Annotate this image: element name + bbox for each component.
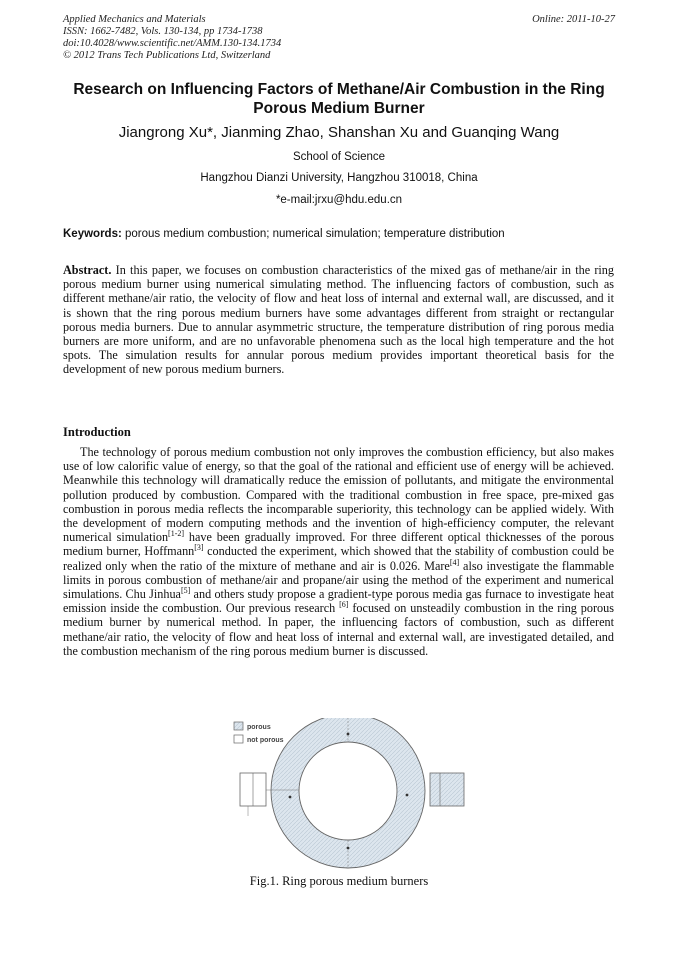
doi-line: doi:10.4028/www.scientific.net/AMM.130-134.1734 bbox=[63, 38, 282, 49]
online-date: Online: 2011-10-27 bbox=[532, 14, 615, 25]
author-email: *e-mail:jrxu@hdu.edu.cn bbox=[275, 194, 403, 206]
keywords-text: porous medium combustion; numerical simulation; temperature distribution bbox=[121, 228, 505, 240]
issn-line: ISSN: 1662-7482, Vols. 130-134, pp 1734-1738 bbox=[63, 26, 263, 37]
monitor-point bbox=[406, 794, 409, 797]
authors: Jiangrong Xu*, Jianming Zhao, Shanshan Xu and Guanqing Wang bbox=[118, 124, 560, 141]
right-outlet-channel bbox=[430, 773, 464, 806]
introduction-paragraph bbox=[63, 445, 614, 658]
inner-ring bbox=[299, 742, 397, 840]
keywords-label: Keywords: bbox=[63, 228, 122, 240]
intro-text-3: conducted the experiment, which showed that the stability of combustion could be realized only when the ratio of the mixture of methane and air is 0.026. Mare bbox=[63, 544, 614, 573]
intro-text-4: also investigate the flammable limits in porous combustion of methane/air and propane/air using the method of the experiment and numerical simulations. Chu Jinhua bbox=[63, 558, 615, 602]
section-heading-introduction: Introduction bbox=[63, 425, 131, 439]
legend-not-porous-swatch bbox=[234, 735, 243, 743]
journal-header bbox=[63, 14, 281, 62]
abstract-label: Abstract. bbox=[63, 263, 112, 277]
intro-text-1: The technology of porous medium combustion not only improves the combustion efficiency, but also makes use of low calorific value of energy, so that the goal of the rational and efficient use of energy will be achieved. Meanwhile this technology will dramatically reduce the emission of pollutants, and mitigate the environmental pollution produced by combustion. Compared with the traditional combustion in free space, pre-mixed gas combustion in porous media reflects the incomparable superiority, this technology can be applied widely. With the development of modern computing methods and the invention of high-efficiency computer, the relevant numerical simulation bbox=[63, 445, 614, 545]
title-line-2: Porous Medium Burner bbox=[253, 100, 425, 117]
citation: [5] bbox=[180, 585, 191, 595]
paper-title bbox=[50, 80, 628, 118]
intro-text-2: have been gradually improved. For three different optical thicknesses of the porous medium burner, Hoffmann bbox=[63, 530, 614, 559]
figure-caption: Fig.1. Ring porous medium burners bbox=[249, 874, 429, 888]
legend-not-porous-label: not porous bbox=[247, 737, 284, 744]
journal-name: Applied Mechanics and Materials bbox=[63, 14, 206, 25]
affiliation-university: Hangzhou Dianzi University, Hangzhou 310018, China bbox=[200, 172, 478, 184]
monitor-point bbox=[347, 733, 350, 736]
abstract-text: In this paper, we focuses on combustion characteristics of the mixed gas of methane/air in the ring porous medium burner using numerical simulating method. The influencing factors of combustion, such as different methane/air ratio, the velocity of flow and heat loss of internal and external wall, are discussed, and it is shown that the ring porous medium burners have some advantages different from straight or rectangular porous media burners. Due to annular asymmetric structure, the temperature distribution of ring porous media burners are more uniform, and are no unfavorable phenomena such as the local high temperature and the hot spots. The simulation results for annular porous medium provides important theoretical basis for the development of new porous medium burners. bbox=[63, 263, 614, 377]
citation: [6] bbox=[339, 600, 349, 610]
monitor-point bbox=[289, 796, 292, 799]
abstract bbox=[63, 263, 614, 377]
intro-text-6: focused on unsteadily combustion in the ring porous medium burner by numerical method. In paper, the influencing factors of combustion, such as different methane/air ratio, the velocity of flow and heat loss of internal and external wall, are investigated detailed, and the combustion mechanism of the ring porous medium burner is discussed. bbox=[63, 601, 614, 658]
ring-burner-figure bbox=[228, 718, 468, 870]
citation: [1-2] bbox=[168, 529, 185, 539]
affiliation-school: School of Science bbox=[292, 151, 386, 163]
title-line-1: Research on Influencing Factors of Methane/Air Combustion in the Ring bbox=[73, 81, 605, 98]
legend-porous-swatch bbox=[234, 722, 243, 730]
keywords bbox=[63, 227, 623, 241]
legend-porous-label: porous bbox=[247, 724, 271, 731]
citation: [4] bbox=[449, 557, 460, 567]
intro-text-5: and others study propose a gradient-type porous media gas furnace to investigate heat emission inside the combustion. Our previous research bbox=[63, 587, 614, 616]
monitor-point bbox=[347, 847, 350, 850]
copyright-line: © 2012 Trans Tech Publications Ltd, Switzerland bbox=[63, 50, 271, 61]
citation: [3] bbox=[194, 543, 204, 553]
